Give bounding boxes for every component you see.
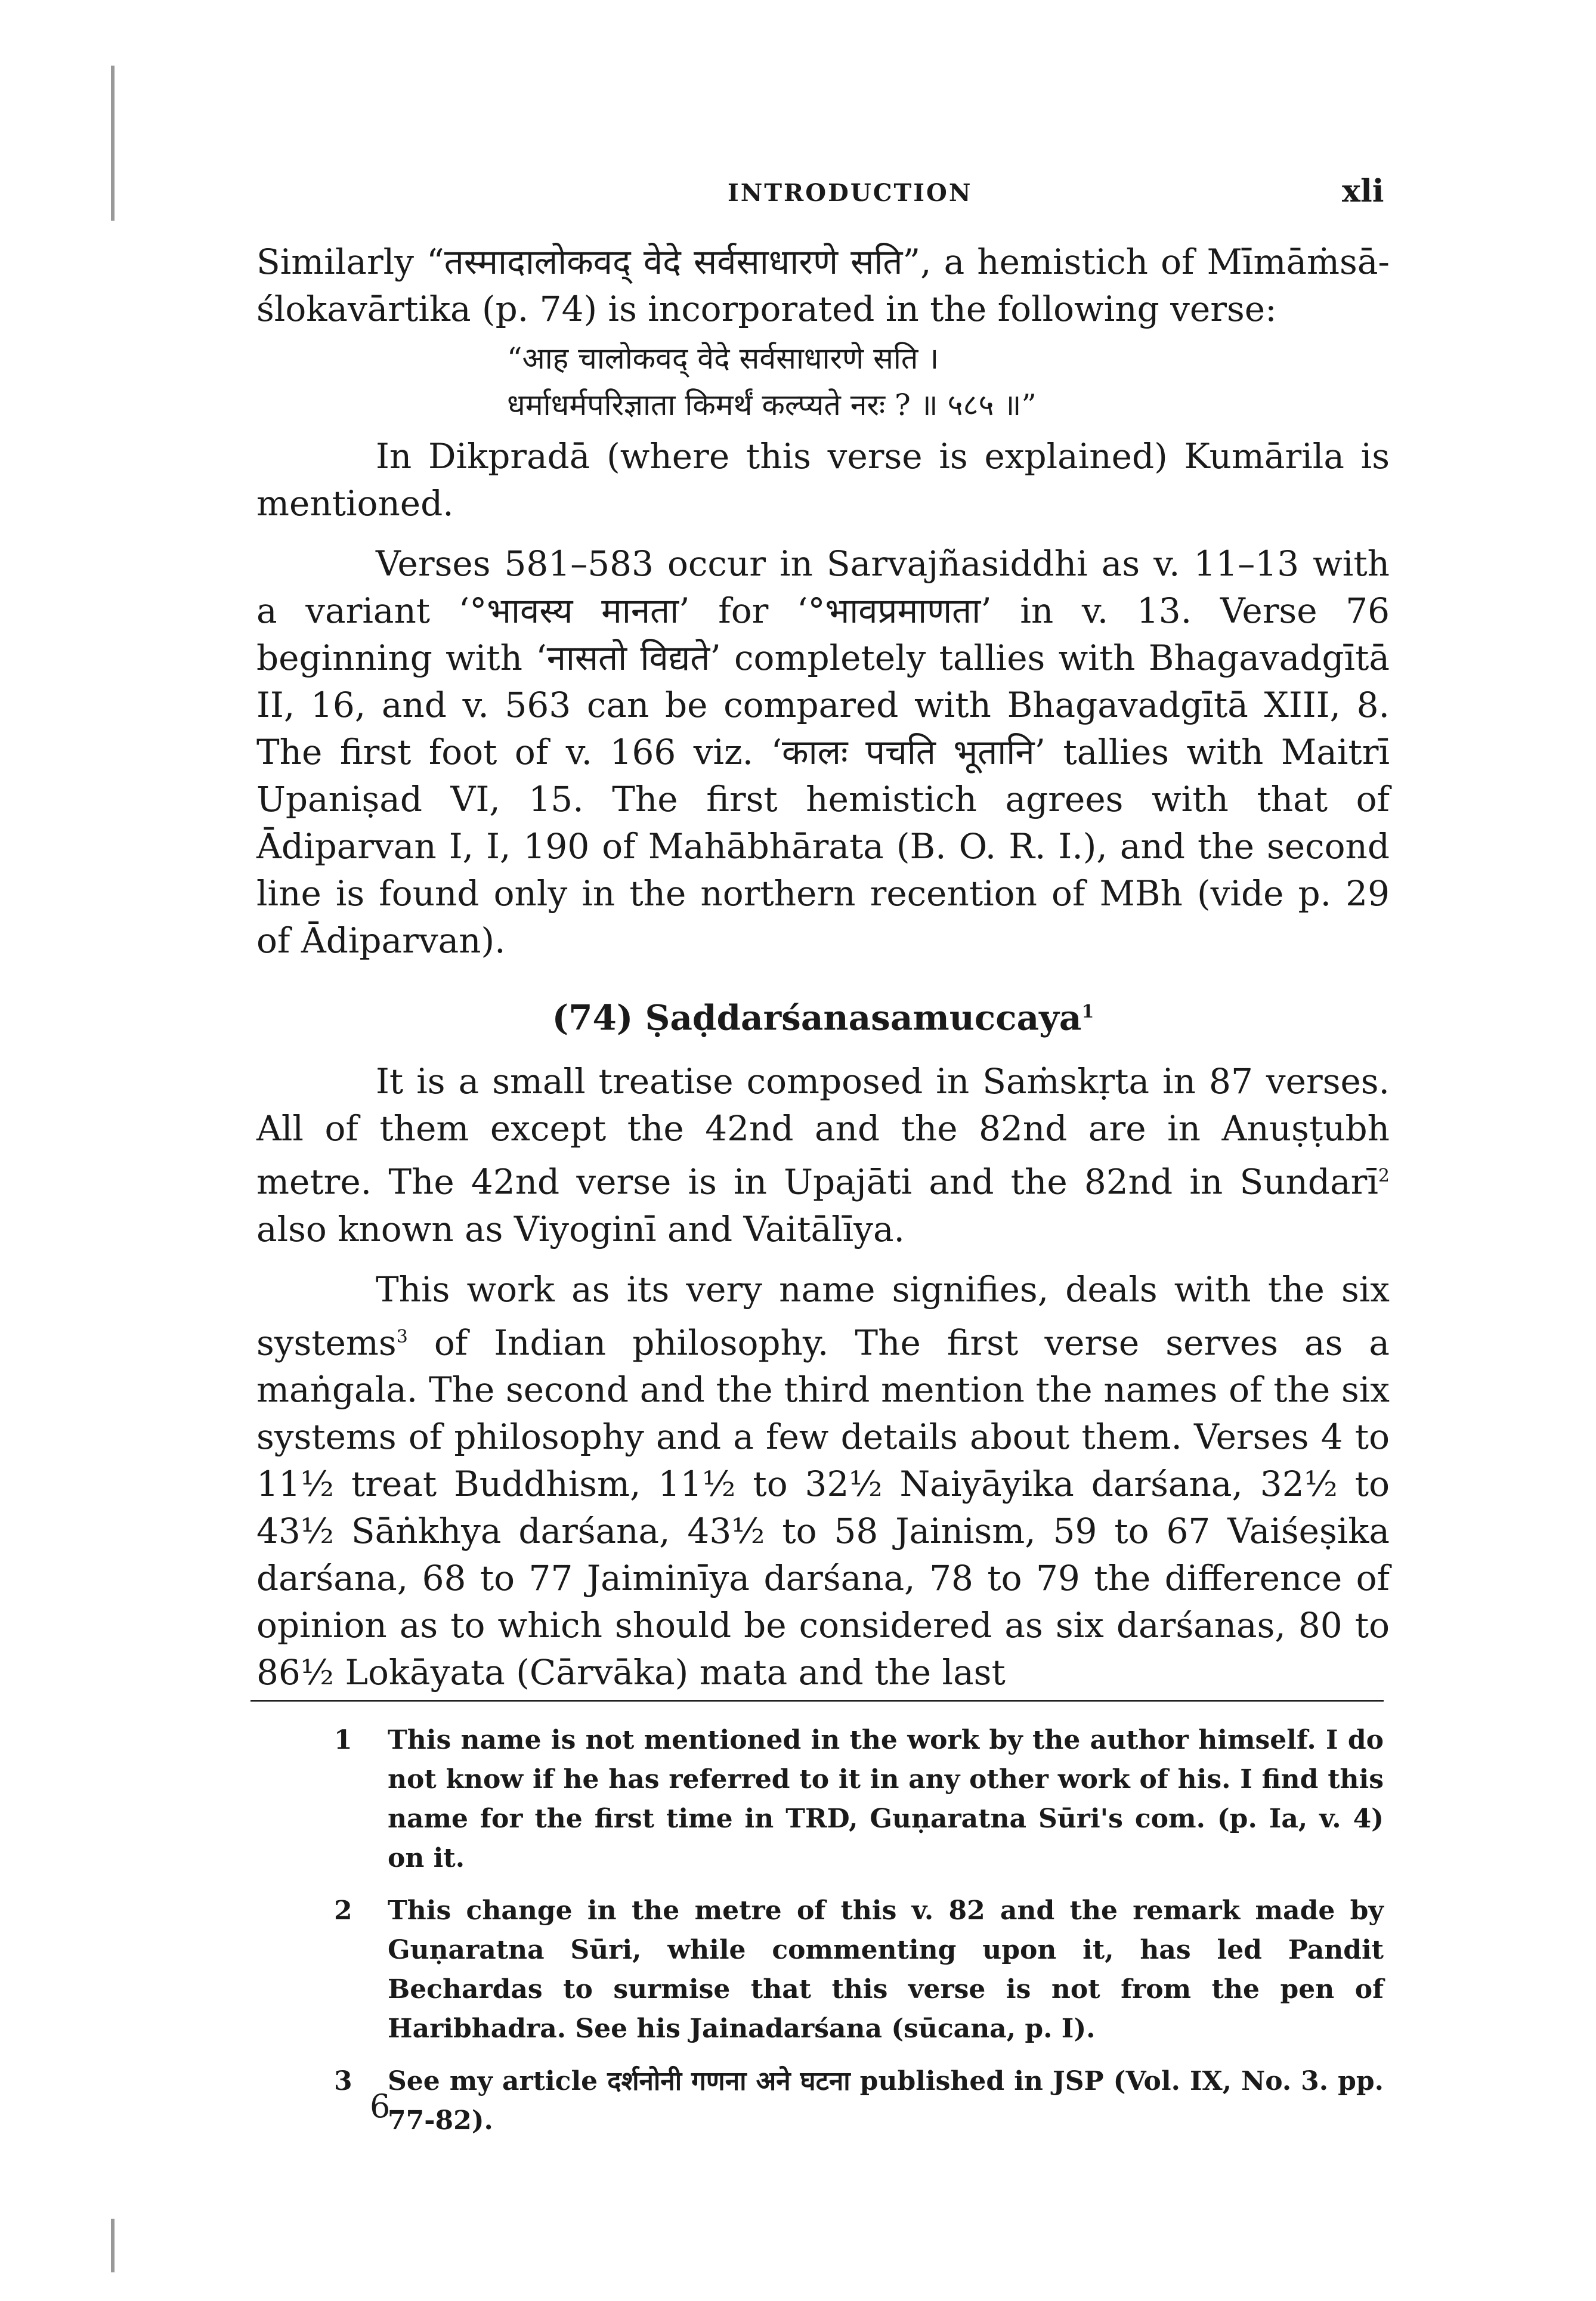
footnote-ref-1: 1 [1081, 1001, 1094, 1022]
footnotes [334, 1721, 1384, 2154]
treatise-text-a: It is a small treatise composed in Saṁskṛta in 87 verses. All of them except the 42nd and the 82nd are in Anuṣṭubh metre. The 42nd verse is in Upajāti and the 82nd in Sundarī [256, 1061, 1390, 1202]
section-heading [256, 988, 1390, 1041]
footnote-ref-3: 3 [396, 1326, 408, 1347]
footnote-ref-2: 2 [1378, 1165, 1390, 1187]
paragraph-treatise [256, 1058, 1390, 1252]
paragraph-verses: Verses 581–583 occur in Sarvajñasiddhi as v. 11–13 with a variant ‘°भावस्य मानता’ for ‘°भावप्रमाणता’ in v. 13. Verse 76 beginning with ‘नासतो विद्यते’ completely tallies with Bhagavadgītā II, 16, and v. 563 can be compared with Bhagavadgītā XIII, 8. The first foot of v. 166 viz. ‘कालः पचति भूतानि’ tallies with Maitrī Upaniṣad VI, 15. The first hemistich agrees with that of Ādiparvan I, I, 190 of Mahābhārata (B. O. R. I.), and the second line is found only in the northern recention of MBh (vide p. 29 of Ādiparvan). [256, 543, 1390, 961]
footnote-text: This change in the metre of this v. 82 and the remark made by Guṇaratna Sūri, while commenting upon it, has led Pandit Bechardas to surmise that this verse is not from the pen of Haribhadra. See his Jainadarśana (sūcana, p. I). [388, 1895, 1384, 2044]
section-heading-text: (74) Ṣaḍdarśanasamuccaya [552, 997, 1082, 1038]
systems-text-b: of Indian philosophy. The first verse serves as a maṅgala. The second and the third mention the names of the six systems of philosophy and a few details about them. Verses 4 to 11½ treat Buddhism, 11½ to 32½ Naiyāyika darśana, 32½ to 43½ Sāṅkhya darśana, 43½ to 58 Jainism, 59 to 67 Vaiśeṣika darśana, 68 to 77 Jaiminīya darśana, 78 to 79 the difference of opinion as to which should be considered as six darśanas, 80 to 86½ Lokāyata (Cārvāka) mata and the last [256, 1322, 1390, 1693]
footnote-number: 2 [334, 1895, 352, 1926]
footnote-number: 1 [334, 1725, 352, 1755]
footnote-1 [334, 1721, 1384, 1878]
footnote-rule [250, 1700, 1384, 1702]
scan-edge-mark [111, 66, 115, 221]
running-head: INTRODUCTION [728, 179, 973, 207]
footnote-number: 3 [334, 2066, 352, 2096]
verse-line-1: “आह चालोकवद् वेदे सर्वसाधारणे सति । [507, 341, 939, 376]
footnote-3 [334, 2062, 1384, 2141]
signature-mark: 6 [370, 2087, 391, 2125]
main-text [256, 239, 1390, 1696]
treatise-text-b: also known as Viyoginī and Vaitālīya. [256, 1208, 905, 1250]
footnote-text: This name is not mentioned in the work by the author himself. I do not know if he has referred to it in any other work of his. I find this name for the first time in TRD, Guṇaratna Sūri's com. (p. Ia, v. 4) on it. [388, 1725, 1384, 1873]
quoted-verse [507, 335, 1390, 428]
scan-edge-mark [111, 2219, 115, 2272]
paragraph-systems [256, 1266, 1390, 1696]
paragraph-similarly: Similarly “तस्मादालोकवद् वेदे सर्वसाधारणे सति”, a hemistich of Mīmāṁsā-ślokavārtika (p. 74) is incorporated in the following verse: [256, 242, 1390, 329]
paragraph-dikprada: In Dikpradā (where this verse is explained) Kumārila is mentioned. [256, 436, 1390, 524]
footnote-text: See my article दर्शनोनी गणना अने घटना published in JSP (Vol. IX, No. 3. pp. 77-82). [388, 2066, 1384, 2136]
page-folio: xli [1342, 173, 1384, 209]
verse-line-2: धर्माधर्मपरिज्ञाता किमर्थं कल्प्यते नरः ? ॥ ५८५ ॥” [507, 388, 1037, 422]
footnote-2 [334, 1891, 1384, 2049]
systems-text-a: This work as its very name signifies, deals with the six systems [256, 1269, 1390, 1363]
